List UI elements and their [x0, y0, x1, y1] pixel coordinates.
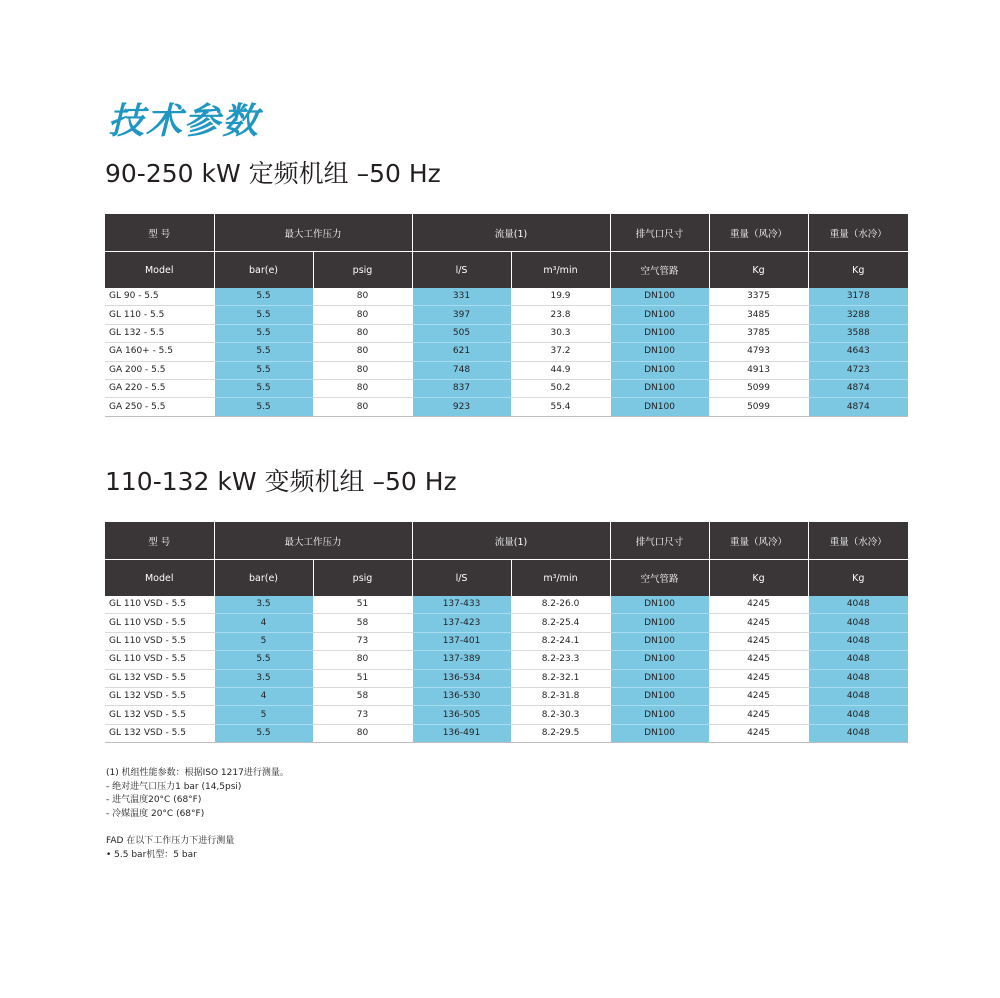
header-air-pipe: 空气管路 — [610, 252, 709, 289]
cell-psig: 73 — [313, 706, 412, 724]
header-weight-air: 重量（风冷） — [709, 214, 808, 252]
spec-table-vsd — [105, 522, 908, 743]
cell-psig: 58 — [313, 687, 412, 705]
cell-bar: 5 — [214, 706, 313, 724]
header-model: Model — [105, 252, 214, 289]
cell-bar: 5.5 — [214, 651, 313, 669]
table-row — [105, 724, 908, 742]
cell-bar: 3.5 — [214, 596, 313, 614]
cell-model: GL 110 VSD - 5.5 — [105, 651, 214, 669]
footnote-line: • 5.5 bar机型：5 bar — [106, 849, 197, 860]
cell-kg-air: 3785 — [709, 324, 808, 342]
header-model-cn: 型 号 — [105, 214, 214, 252]
header-flow: 流量(1) — [412, 522, 610, 560]
cell-bar: 5.5 — [214, 379, 313, 397]
cell-ls: 137-423 — [412, 614, 511, 632]
cell-air-pipe: DN100 — [610, 288, 709, 306]
cell-bar: 5.5 — [214, 724, 313, 742]
cell-ls: 621 — [412, 343, 511, 361]
cell-kg-air: 4245 — [709, 669, 808, 687]
cell-m3min: 8.2-23.3 — [511, 651, 610, 669]
cell-air-pipe: DN100 — [610, 306, 709, 324]
cell-ls: 136-505 — [412, 706, 511, 724]
cell-m3min: 19.9 — [511, 288, 610, 306]
cell-air-pipe: DN100 — [610, 343, 709, 361]
cell-kg-air: 4913 — [709, 361, 808, 379]
header-air-pipe: 空气管路 — [610, 560, 709, 597]
cell-model: GA 160+ - 5.5 — [105, 343, 214, 361]
cell-kg-air: 3375 — [709, 288, 808, 306]
table-row — [105, 669, 908, 687]
footnote-line: - 绝对进气口压力1 bar (14,5psi) — [106, 781, 242, 792]
cell-ls: 137-433 — [412, 596, 511, 614]
header-psig: psig — [313, 252, 412, 289]
cell-kg-water: 4874 — [808, 379, 908, 397]
cell-kg-water: 4048 — [808, 651, 908, 669]
cell-kg-air: 4245 — [709, 651, 808, 669]
cell-kg-air: 3485 — [709, 306, 808, 324]
table-row — [105, 324, 908, 342]
cell-kg-air: 5099 — [709, 379, 808, 397]
header-kg-water: Kg — [808, 252, 908, 289]
cell-air-pipe: DN100 — [610, 669, 709, 687]
cell-m3min: 8.2-25.4 — [511, 614, 610, 632]
cell-air-pipe: DN100 — [610, 706, 709, 724]
cell-air-pipe: DN100 — [610, 596, 709, 614]
footnote-line: (1) 机组性能参数：根据ISO 1217进行测量。 — [106, 768, 289, 778]
cell-bar: 5.5 — [214, 398, 313, 416]
cell-model: GA 220 - 5.5 — [105, 379, 214, 397]
footnote-line: - 冷媒温度 20°C (68°F) — [106, 808, 205, 819]
cell-m3min: 8.2-24.1 — [511, 632, 610, 650]
cell-bar: 3.5 — [214, 669, 313, 687]
cell-psig: 80 — [313, 724, 412, 742]
cell-kg-water: 4643 — [808, 343, 908, 361]
cell-model: GL 132 - 5.5 — [105, 324, 214, 342]
cell-kg-water: 4048 — [808, 669, 908, 687]
cell-kg-water: 4048 — [808, 596, 908, 614]
table-row — [105, 706, 908, 724]
header-outlet-size: 排气口尺寸 — [610, 214, 709, 252]
header-psig: psig — [313, 560, 412, 597]
cell-kg-water: 3178 — [808, 288, 908, 306]
table-row — [105, 306, 908, 324]
cell-kg-water: 4048 — [808, 632, 908, 650]
header-ls: l/S — [412, 252, 511, 289]
cell-m3min: 55.4 — [511, 398, 610, 416]
header-outlet-size: 排气口尺寸 — [610, 522, 709, 560]
cell-bar: 4 — [214, 687, 313, 705]
cell-kg-air: 4245 — [709, 724, 808, 742]
cell-ls: 748 — [412, 361, 511, 379]
cell-ls: 923 — [412, 398, 511, 416]
cell-m3min: 8.2-30.3 — [511, 706, 610, 724]
cell-ls: 137-389 — [412, 651, 511, 669]
cell-model: GL 132 VSD - 5.5 — [105, 724, 214, 742]
cell-model: GL 90 - 5.5 — [105, 288, 214, 306]
header-weight-air: 重量（风冷） — [709, 522, 808, 560]
cell-ls: 397 — [412, 306, 511, 324]
cell-bar: 4 — [214, 614, 313, 632]
cell-model: GL 132 VSD - 5.5 — [105, 687, 214, 705]
cell-kg-water: 4048 — [808, 614, 908, 632]
cell-psig: 80 — [313, 361, 412, 379]
cell-psig: 58 — [313, 614, 412, 632]
footnote-line: FAD 在以下工作压力下进行测量 — [106, 836, 235, 846]
table-body — [105, 288, 908, 416]
table-row — [105, 288, 908, 306]
cell-psig: 80 — [313, 379, 412, 397]
cell-air-pipe: DN100 — [610, 687, 709, 705]
cell-bar: 5.5 — [214, 306, 313, 324]
cell-model: GL 132 VSD - 5.5 — [105, 669, 214, 687]
cell-air-pipe: DN100 — [610, 651, 709, 669]
header-kg-air: Kg — [709, 560, 808, 597]
cell-psig: 80 — [313, 306, 412, 324]
table-row — [105, 651, 908, 669]
cell-m3min: 8.2-31.8 — [511, 687, 610, 705]
header-max-pressure: 最大工作压力 — [214, 214, 412, 252]
cell-m3min: 23.8 — [511, 306, 610, 324]
cell-m3min: 8.2-29.5 — [511, 724, 610, 742]
cell-kg-air: 4245 — [709, 687, 808, 705]
cell-ls: 137-401 — [412, 632, 511, 650]
cell-model: GL 110 VSD - 5.5 — [105, 632, 214, 650]
header-model-cn: 型 号 — [105, 522, 214, 560]
cell-kg-water: 3288 — [808, 306, 908, 324]
cell-air-pipe: DN100 — [610, 632, 709, 650]
cell-m3min: 30.3 — [511, 324, 610, 342]
cell-air-pipe: DN100 — [610, 614, 709, 632]
cell-kg-water: 4874 — [808, 398, 908, 416]
cell-kg-water: 4048 — [808, 687, 908, 705]
cell-kg-water: 4048 — [808, 724, 908, 742]
cell-ls: 505 — [412, 324, 511, 342]
cell-model: GL 110 VSD - 5.5 — [105, 614, 214, 632]
cell-m3min: 37.2 — [511, 343, 610, 361]
table-row — [105, 596, 908, 614]
footnote-line: - 进气温度20°C (68°F) — [106, 795, 202, 805]
cell-psig: 80 — [313, 398, 412, 416]
cell-bar: 5.5 — [214, 324, 313, 342]
header-kg-water: Kg — [808, 560, 908, 597]
cell-psig: 51 — [313, 596, 412, 614]
table-row — [105, 632, 908, 650]
cell-m3min: 44.9 — [511, 361, 610, 379]
cell-kg-water: 4048 — [808, 706, 908, 724]
cell-model: GL 110 - 5.5 — [105, 306, 214, 324]
header-row-1 — [105, 522, 908, 560]
cell-kg-air: 4245 — [709, 614, 808, 632]
header-m3min: m³/min — [511, 252, 610, 289]
cell-air-pipe: DN100 — [610, 724, 709, 742]
cell-kg-air: 5099 — [709, 398, 808, 416]
cell-psig: 73 — [313, 632, 412, 650]
header-kg-air: Kg — [709, 252, 808, 289]
cell-air-pipe: DN100 — [610, 361, 709, 379]
cell-ls: 331 — [412, 288, 511, 306]
table-row — [105, 687, 908, 705]
table-body — [105, 596, 908, 743]
header-ls: l/S — [412, 560, 511, 597]
table-row — [105, 361, 908, 379]
header-weight-water: 重量（水冷） — [808, 214, 908, 252]
cell-kg-water: 3588 — [808, 324, 908, 342]
header-model: Model — [105, 560, 214, 597]
header-row-2 — [105, 560, 908, 597]
cell-psig: 80 — [313, 343, 412, 361]
cell-ls: 136-534 — [412, 669, 511, 687]
page-title: 技术参数 — [108, 101, 261, 142]
table-row — [105, 379, 908, 397]
cell-kg-water: 4723 — [808, 361, 908, 379]
cell-bar: 5.5 — [214, 361, 313, 379]
section-title-vsd: 110-132 kW 变频机组 –50 Hz — [105, 467, 457, 496]
table-row — [105, 343, 908, 361]
header-bar: bar(e) — [214, 560, 313, 597]
footnotes — [106, 767, 606, 862]
cell-air-pipe: DN100 — [610, 398, 709, 416]
section-title-fixed-speed: 90-250 kW 定频机组 –50 Hz — [105, 159, 441, 188]
cell-model: GA 250 - 5.5 — [105, 398, 214, 416]
header-m3min: m³/min — [511, 560, 610, 597]
cell-kg-air: 4245 — [709, 632, 808, 650]
header-max-pressure: 最大工作压力 — [214, 522, 412, 560]
cell-ls: 136-530 — [412, 687, 511, 705]
header-bar: bar(e) — [214, 252, 313, 289]
header-flow: 流量(1) — [412, 214, 610, 252]
cell-m3min: 8.2-32.1 — [511, 669, 610, 687]
cell-psig: 80 — [313, 651, 412, 669]
cell-bar: 5 — [214, 632, 313, 650]
cell-psig: 80 — [313, 324, 412, 342]
cell-m3min: 8.2-26.0 — [511, 596, 610, 614]
cell-bar: 5.5 — [214, 343, 313, 361]
spec-table-fixed-speed — [105, 214, 908, 417]
cell-model: GL 110 VSD - 5.5 — [105, 596, 214, 614]
cell-model: GA 200 - 5.5 — [105, 361, 214, 379]
cell-kg-air: 4793 — [709, 343, 808, 361]
cell-ls: 837 — [412, 379, 511, 397]
cell-air-pipe: DN100 — [610, 324, 709, 342]
cell-bar: 5.5 — [214, 288, 313, 306]
cell-kg-air: 4245 — [709, 706, 808, 724]
header-row-2 — [105, 252, 908, 289]
header-row-1 — [105, 214, 908, 252]
cell-psig: 80 — [313, 288, 412, 306]
cell-air-pipe: DN100 — [610, 379, 709, 397]
cell-psig: 51 — [313, 669, 412, 687]
cell-model: GL 132 VSD - 5.5 — [105, 706, 214, 724]
table-row — [105, 398, 908, 416]
table-row — [105, 614, 908, 632]
cell-ls: 136-491 — [412, 724, 511, 742]
header-weight-water: 重量（水冷） — [808, 522, 908, 560]
cell-kg-air: 4245 — [709, 596, 808, 614]
cell-m3min: 50.2 — [511, 379, 610, 397]
